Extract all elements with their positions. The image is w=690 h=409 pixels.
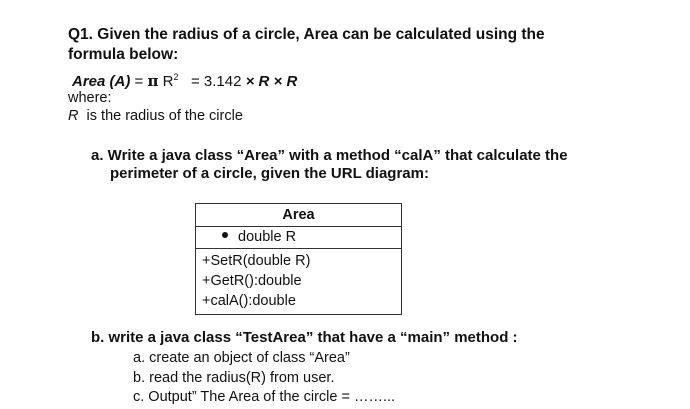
formula-exponent: 2 bbox=[173, 72, 179, 82]
part-a-line-2: perimeter of a circle, given the URL diagram: bbox=[110, 165, 429, 182]
uml-class-name: Area bbox=[196, 204, 401, 227]
uml-class-diagram bbox=[195, 203, 402, 315]
uml-method: +SetR(double R) bbox=[202, 253, 311, 269]
where-label: where: bbox=[68, 90, 112, 106]
question-title-line-2: formula below: bbox=[68, 46, 179, 63]
formula-lhs: Area (A) bbox=[72, 73, 131, 90]
formula-r-b: R bbox=[282, 73, 298, 90]
radius-description-text: is the radius of the circle bbox=[78, 108, 243, 124]
formula-equals-2: = 3.142 bbox=[178, 73, 246, 90]
part-b-title: b. write a java class “TestArea” that have a “main” method : bbox=[91, 329, 518, 346]
uml-method: +GetR():double bbox=[202, 273, 302, 289]
uml-attribute-row bbox=[196, 227, 401, 249]
part-a-line-1: a. Write a java class “Area” with a method “calA” that calculate the bbox=[91, 147, 568, 164]
question-title-line-1: Q1. Given the radius of a circle, Area can be calculated using the bbox=[68, 26, 545, 43]
part-b-item: a. create an object of class “Area” bbox=[133, 350, 350, 366]
formula-times-2: × bbox=[273, 73, 283, 90]
uml-methods bbox=[196, 249, 401, 314]
radius-variable: R bbox=[68, 108, 79, 124]
pi-symbol: π bbox=[147, 72, 159, 90]
uml-attribute: double R bbox=[238, 229, 297, 245]
formula-r-squared: R bbox=[158, 73, 174, 90]
part-b-item: c. Output” The Area of the circle = ……... bbox=[133, 389, 396, 405]
formula-r-a: R bbox=[254, 73, 274, 90]
uml-method: +calA():double bbox=[202, 293, 296, 309]
formula-times-1: × bbox=[245, 73, 255, 90]
part-b-item: b. read the radius(R) from user. bbox=[133, 370, 335, 386]
bullet-icon bbox=[222, 232, 228, 238]
formula-equals-1: = bbox=[130, 73, 148, 90]
radius-description bbox=[68, 107, 243, 125]
